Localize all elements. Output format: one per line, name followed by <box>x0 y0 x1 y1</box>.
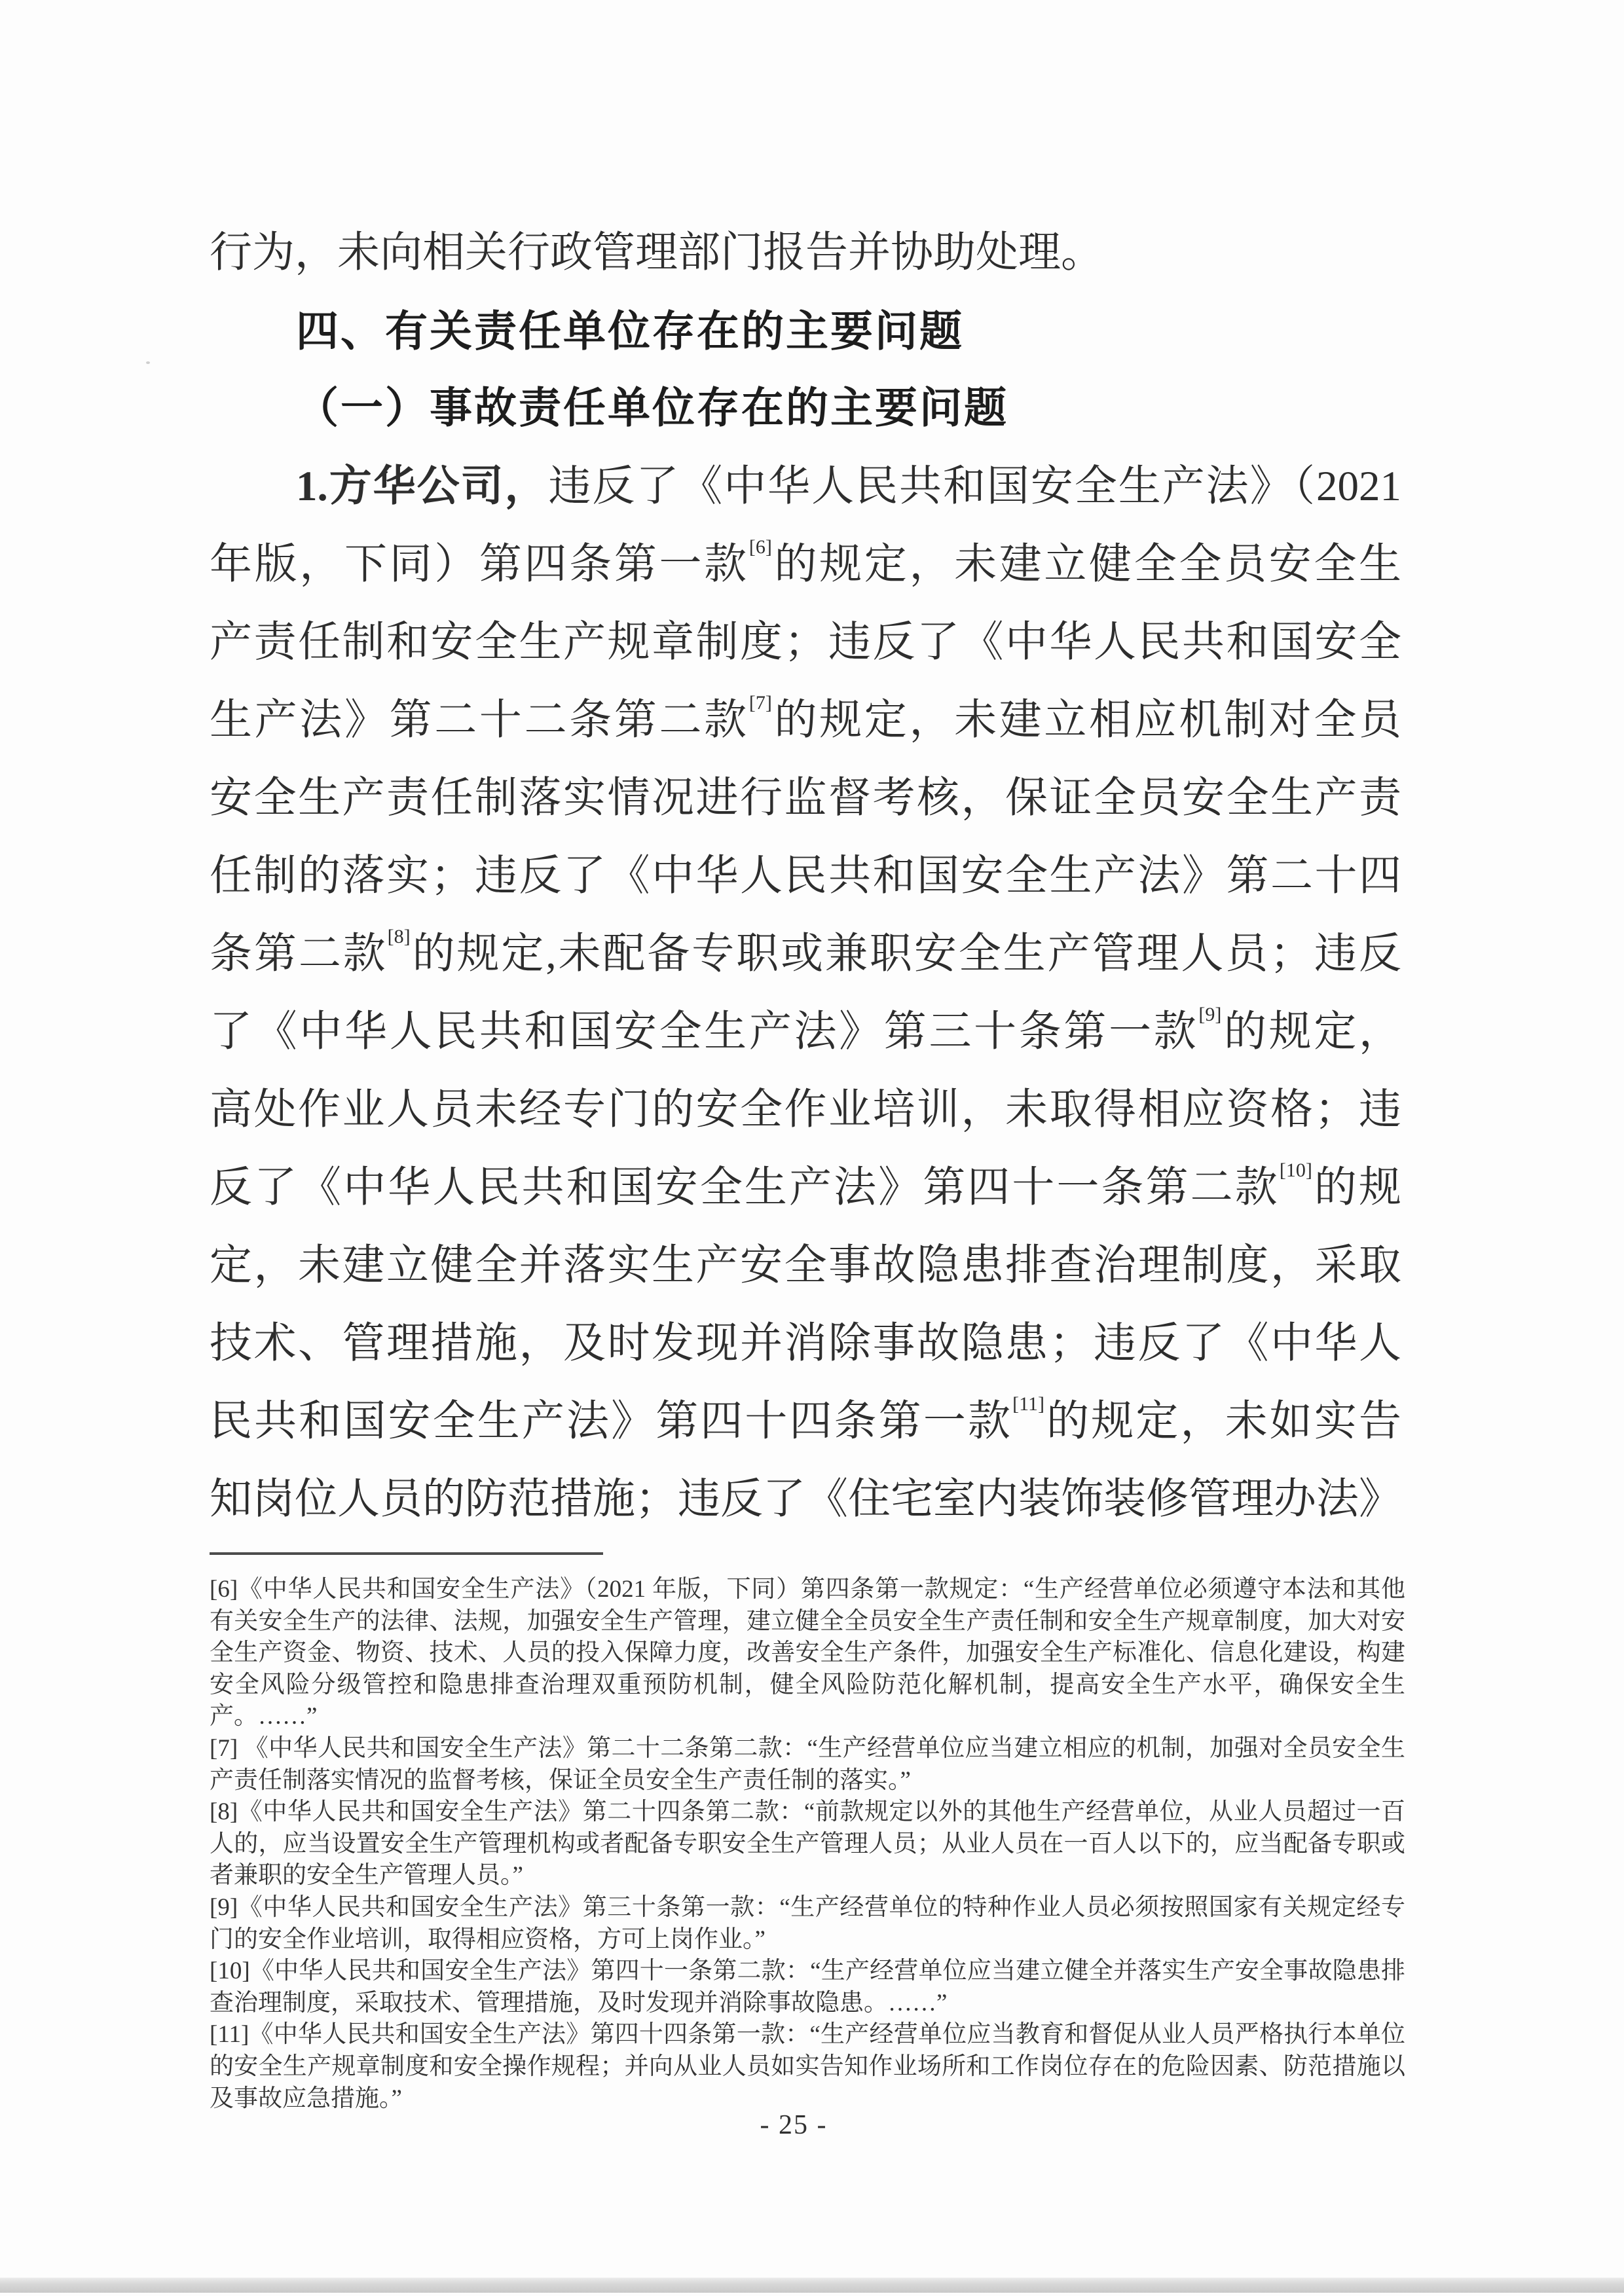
text-run: 违反了《中华人民共和国安全生产法》（2021 <box>548 463 1401 510</box>
footnote-ref: [6] <box>748 536 772 558</box>
text-run: 安全生产责任制落实情况进行监督考核，保证全员安全生产责 <box>210 774 1401 822</box>
body-line <box>210 682 1401 759</box>
body-line <box>210 837 1401 915</box>
scan-edge-artifact <box>0 2278 1624 2293</box>
text-run: 生产法》第二十二条第二款 <box>210 697 749 744</box>
text-run: 年版，下同）第四条第一款 <box>210 541 749 588</box>
text-run: 的规定，未如实告 <box>1044 1398 1401 1445</box>
body-line <box>210 993 1401 1071</box>
body-line <box>210 1149 1401 1227</box>
text-run: 民共和国安全生产法》第四十四条第一款 <box>210 1398 1013 1445</box>
text-run: 的规定， <box>1221 1008 1401 1055</box>
body-line <box>210 604 1401 682</box>
body-line <box>210 1227 1401 1305</box>
scan-speck-artifact <box>146 361 150 364</box>
text-run: 定，未建立健全并落实生产安全事故隐患排查治理制度，采取 <box>210 1242 1401 1289</box>
body-line <box>210 526 1401 604</box>
footnote: [7] 《中华人民共和国安全生产法》第二十二条第二款：“生产经营单位应当建立相应的机制，加强对全员安全生产责任制落实情况的监督考核，保证全员安全生产责任制的落实。” <box>210 1734 1405 1794</box>
footnote: [11]《中华人民共和国安全生产法》第四十四条第一款：“生产经营单位应当教育和督促从业人员严格执行本单位的安全生产规章制度和安全操作规程；并向从业人员如实告知作业场所和工作岗位存在的危险因素、防范措施以及事故应急措施。” <box>210 2021 1405 2112</box>
emphasis-text: 1.方华公司， <box>296 463 549 510</box>
body-line <box>210 214 1401 292</box>
page-number: - 25 - <box>760 2110 828 2140</box>
footnote-separator <box>210 1552 603 1555</box>
section-heading1 <box>210 292 1401 370</box>
text-run: 高处作业人员未经专门的安全作业培训，未取得相应资格；违 <box>210 1086 1401 1133</box>
footnote: [9]《中华人民共和国安全生产法》第三十条第一款：“生产经营单位的特种作业人员必须按照国家有关规定经专门的安全作业培训，取得相应资格，方可上岗作业。” <box>210 1893 1405 1953</box>
footnote-ref: [10] <box>1279 1159 1312 1181</box>
body-line <box>210 759 1401 837</box>
text-run: 的规定,未配备专职或兼职安全生产管理人员；违反 <box>410 930 1401 977</box>
footnote: [6]《中华人民共和国安全生产法》（2021 年版，下同）第四条第一款规定：“生产经营单位必须遵守本法和其他有关安全生产的法律、法规，加强安全生产管理，建立健全全员安全生产责任制和安全生产规章制度，加大对安全生产资金、物资、技术、人员的投入保障力度，改善安全生产条件，加强安全生产标准化、信息化建设，构建安全风险分级管控和隐患排查治理双重预防机制，健全风险防范化解机制，提高安全生产水平，确保安全生产。……” <box>210 1576 1405 1730</box>
section-heading2 <box>210 370 1401 448</box>
text-run: 反了《中华人民共和国安全生产法》第四十一条第二款 <box>210 1164 1280 1211</box>
footnote-ref: [8] <box>387 926 411 947</box>
footnote: [10]《中华人民共和国安全生产法》第四十一条第二款：“生产经营单位应当建立健全并落实生产安全事故隐患排查治理制度，采取技术、管理措施，及时发现并消除事故隐患。……” <box>210 1958 1405 2016</box>
text-run: 的规定，未建立相应机制对全员 <box>771 697 1401 744</box>
text-run: 任制的落实；违反了《中华人民共和国安全生产法》第二十四 <box>210 852 1401 900</box>
body-line <box>210 1461 1401 1539</box>
main-text-block <box>210 214 1401 1539</box>
footnote: [8]《中华人民共和国安全生产法》第二十四条第二款：“前款规定以外的其他生产经营单位，从业人员超过一百人的，应当设置安全生产管理机构或者配备专职安全生产管理人员；从业人员在一百人以下的，应当配备专职或者兼职的安全生产管理人员。” <box>210 1798 1405 1889</box>
footnote-ref: [9] <box>1198 1004 1222 1025</box>
footnote-ref: [7] <box>748 692 772 714</box>
text-run: 的规 <box>1312 1164 1401 1211</box>
footnotes-block <box>210 1574 1405 2115</box>
text-run: 行为，未向相关行政管理部门报告并协助处理。 <box>210 229 1104 276</box>
body-line <box>210 915 1401 993</box>
text-run: 四、有关责任单位存在的主要问题 <box>296 307 965 355</box>
text-run: 条第二款 <box>210 930 388 977</box>
footnote-ref: [11] <box>1012 1393 1045 1415</box>
text-run: （一）事故责任单位存在的主要问题 <box>296 385 1009 432</box>
text-run: 了《中华人民共和国安全生产法》第三十条第一款 <box>210 1008 1199 1055</box>
body-line <box>210 448 1401 526</box>
text-run: 技术、管理措施，及时发现并消除事故隐患；违反了《中华人 <box>210 1320 1401 1367</box>
text-run: 产责任制和安全生产规章制度；违反了《中华人民共和国安全 <box>210 619 1401 666</box>
body-line <box>210 1383 1401 1461</box>
text-run: 知岗位人员的防范措施；违反了《住宅室内装饰装修管理办法》 <box>210 1476 1402 1523</box>
text-run: 的规定，未建立健全全员安全生 <box>771 541 1401 588</box>
body-line <box>210 1305 1401 1383</box>
body-line <box>210 1071 1401 1149</box>
